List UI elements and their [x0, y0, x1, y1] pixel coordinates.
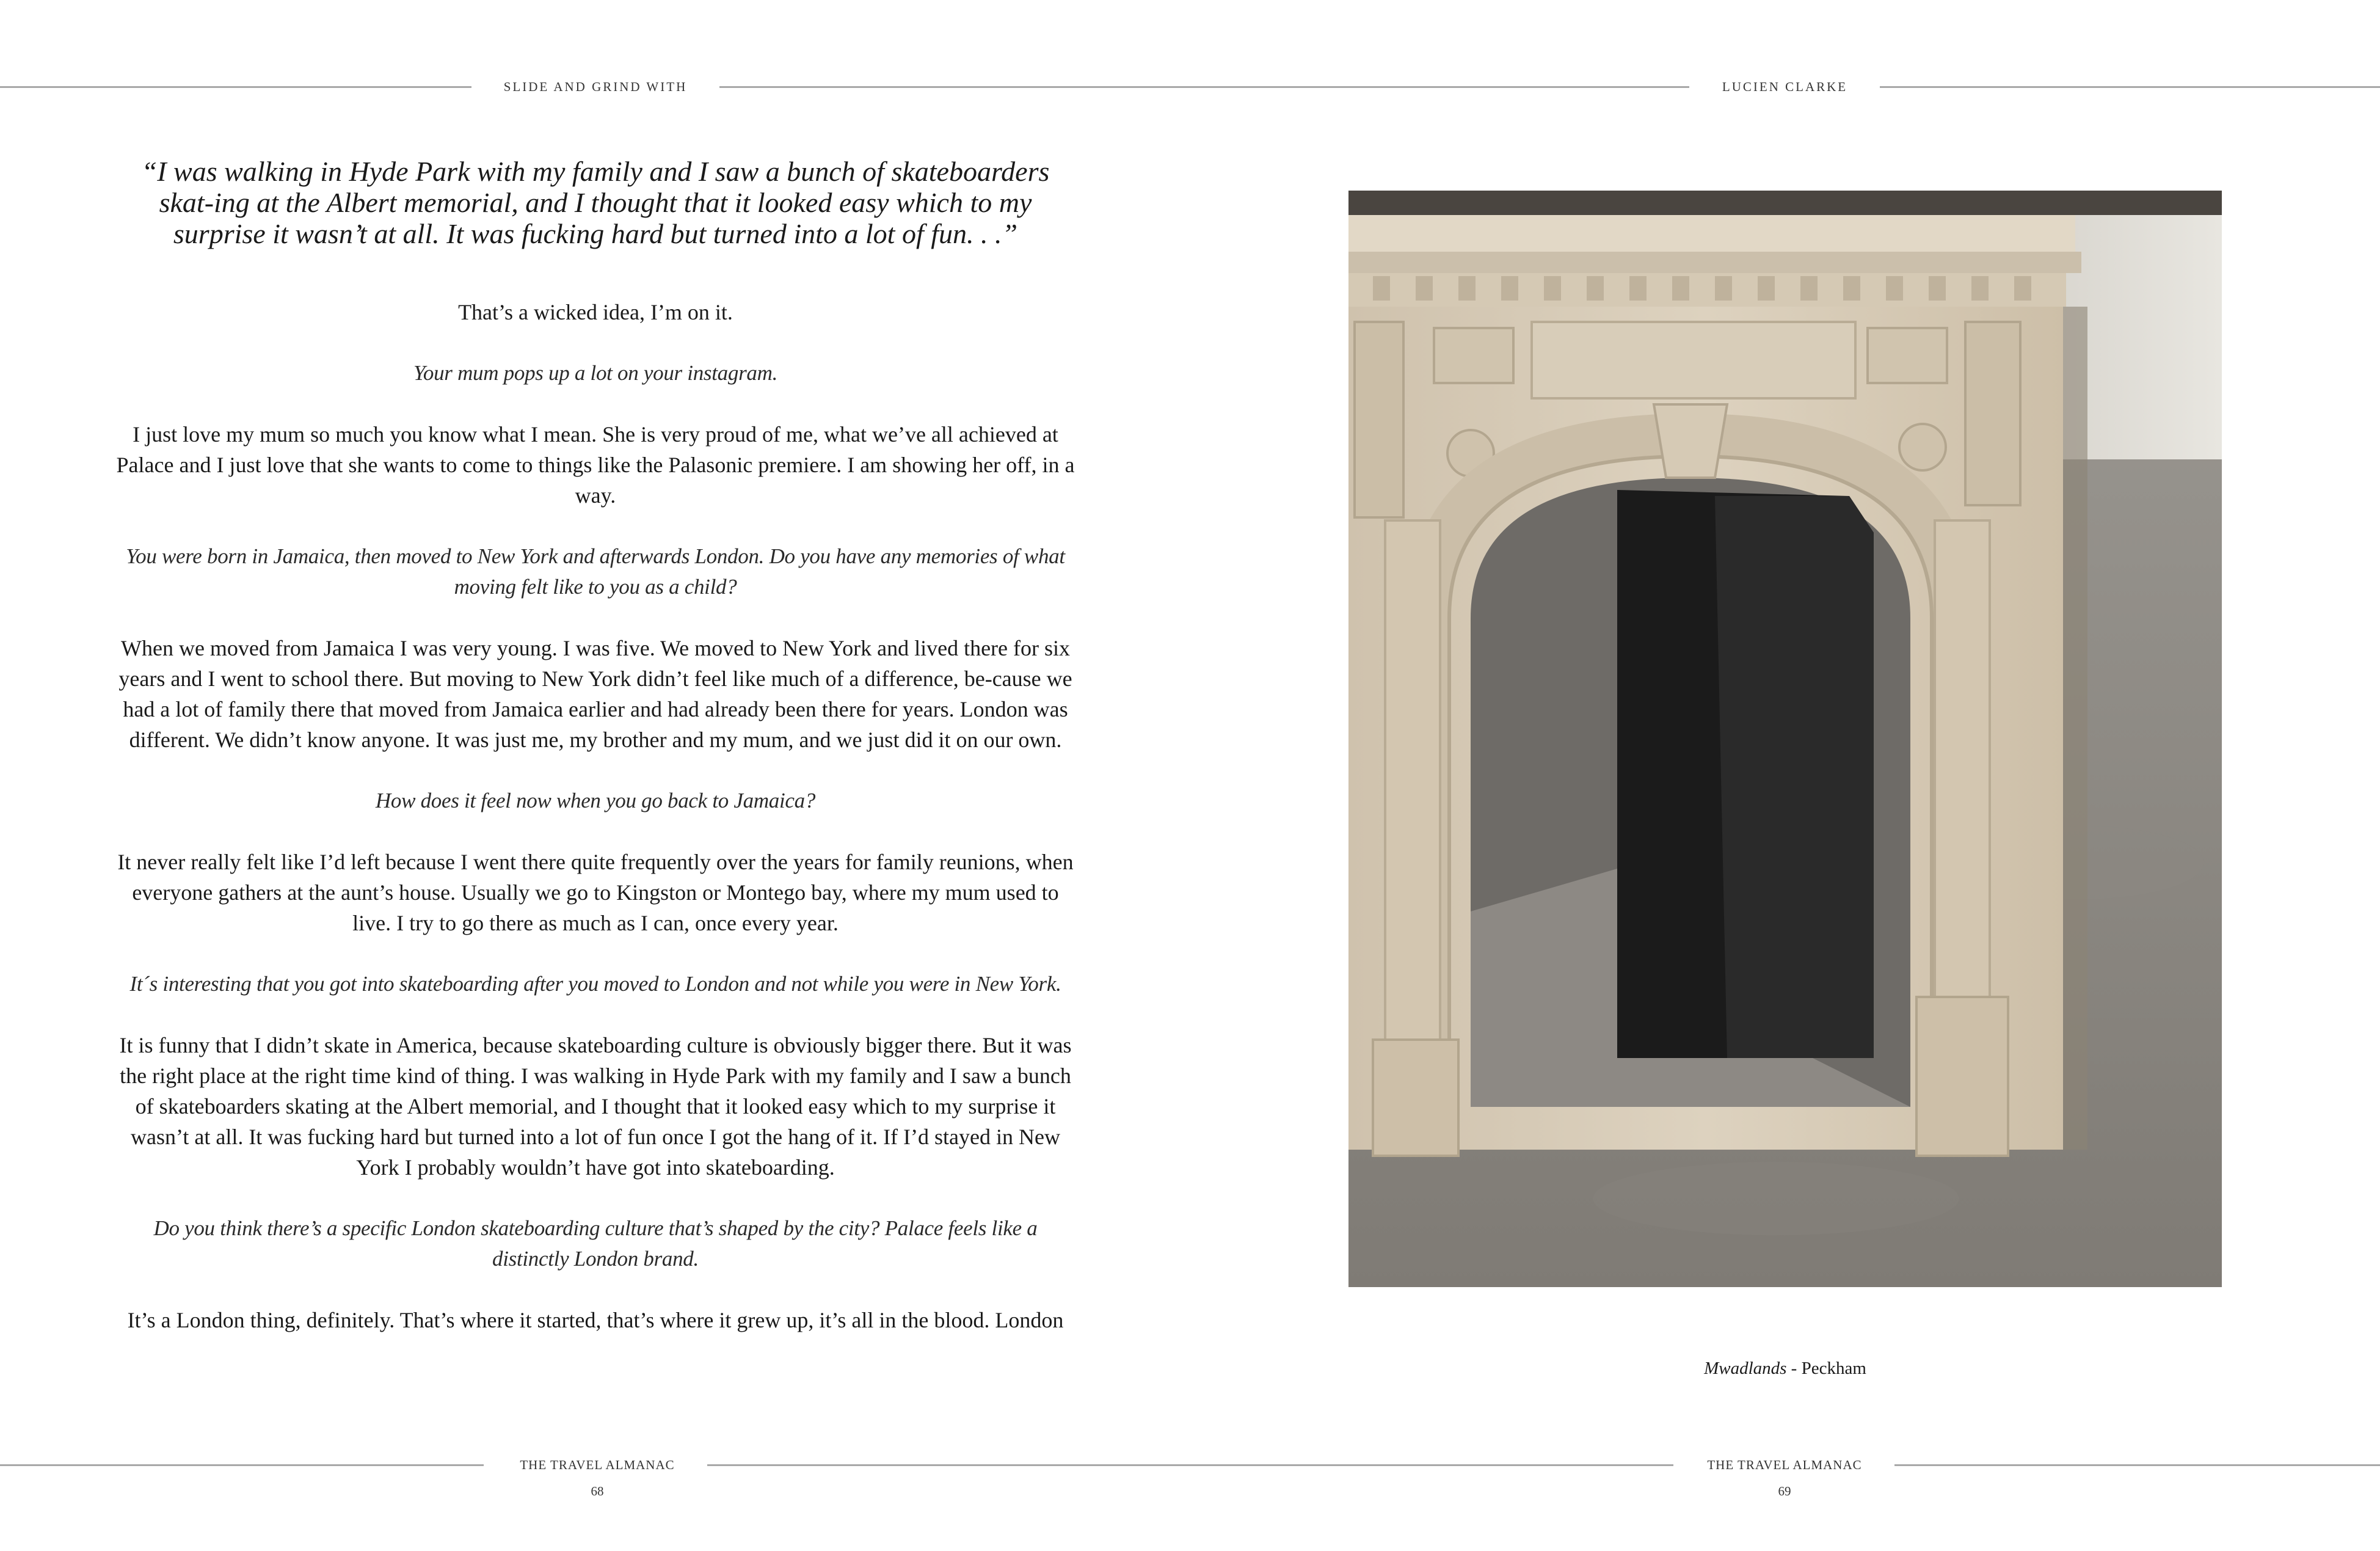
page-number-right: 69 [1778, 1484, 1791, 1498]
running-head-right: LUCIEN CLARKE [1722, 79, 1848, 94]
interview-answer: When we moved from Jamaica I was very young. I was five. We moved to New York and lived there for six years and I went to school there. But moving to New York didn’t feel like much of a difference, be-cause we had a lot of family there that moved from Jamaica earlier and had already been there for years. London was different. We didn’t know anyone. It was just me, my brother and my mum, and we just did it on our own. [118, 636, 1072, 752]
interview-answer: I just love my mum so much you know what I mean. She is very proud of me, what we’ve all achieved at Palace and I just love that she wants to come to things like the Palasonic premiere. I am showing her off, in a way. [116, 422, 1075, 508]
fireplace-illustration [1348, 191, 2222, 1287]
interview-question: Your mum pops up a lot on your instagram. [413, 361, 778, 385]
interview-question: You were born in Jamaica, then moved to New York and afterwards London. Do you have any memories of what moving felt like to you as a child? [126, 544, 1065, 599]
article-column [115, 156, 1076, 1366]
page-number-left: 68 [591, 1484, 604, 1498]
caption-location: Peckham [1801, 1359, 1866, 1378]
footer-rule [1894, 1464, 2380, 1466]
interview-text [115, 297, 1076, 1335]
footer-publication-left: THE TRAVEL ALMANAC [520, 1458, 675, 1472]
header-rule [719, 86, 1689, 88]
fireplace-photo [1348, 191, 2222, 1287]
photo-caption [1348, 1357, 2222, 1380]
running-head-left: SLIDE AND GRIND WITH [503, 79, 688, 94]
interview-question: How does it feel now when you go back to Jamaica? [375, 789, 816, 812]
footer-rule [707, 1464, 1673, 1466]
footer-publication-right: THE TRAVEL ALMANAC [1707, 1458, 1862, 1472]
footer-rule [0, 1464, 484, 1466]
interview-question: It´s interesting that you got into skateboarding after you moved to London and not while you were in New York. [129, 972, 1061, 996]
caption-separator: - [1786, 1359, 1802, 1378]
interview-answer: It’s a London thing, definitely. That’s where it started, that’s where it grew up, it’s all in the blood. London [127, 1308, 1064, 1332]
pull-quote: “I was walking in Hyde Park with my family and I saw a bunch of skateboarders skat-ing at the Albert memorial, and I thought that it looked easy which to my surprise it wasn’t at all. It was fucking hard but turned into a lot of fun. . .” [141, 156, 1050, 249]
interview-question: Do you think there’s a specific London skateboarding culture that’s shaped by the city? Palace feels like a distinctly London brand. [153, 1216, 1038, 1271]
header-rule [0, 86, 471, 88]
header-rule [1880, 86, 2380, 88]
interview-answer: It never really felt like I’d left because I went there quite frequently over the years for family reunions, when everyone gathers at the aunt’s house. Usually we go to Kingston or Montego bay, where my mum used to live. I try to go there as much as I can, once every year. [117, 850, 1074, 935]
interview-answer: That’s a wicked idea, I’m on it. [458, 300, 733, 324]
interview-answer: It is funny that I didn’t skate in America, because skateboarding culture is obviously bigger there. But it was the right place at the right time kind of thing. I was walking in Hyde Park with my family and I saw a bunch of skateboarders skating at the Albert memorial, and I thought that it looked easy which to my surprise it wasn’t at all. It was fucking hard but turned into a lot of fun once I got the hang of it. If I’d stayed in New York I probably wouldn’t have got into skateboarding. [119, 1033, 1072, 1180]
caption-title: Mwadlands [1704, 1359, 1787, 1378]
